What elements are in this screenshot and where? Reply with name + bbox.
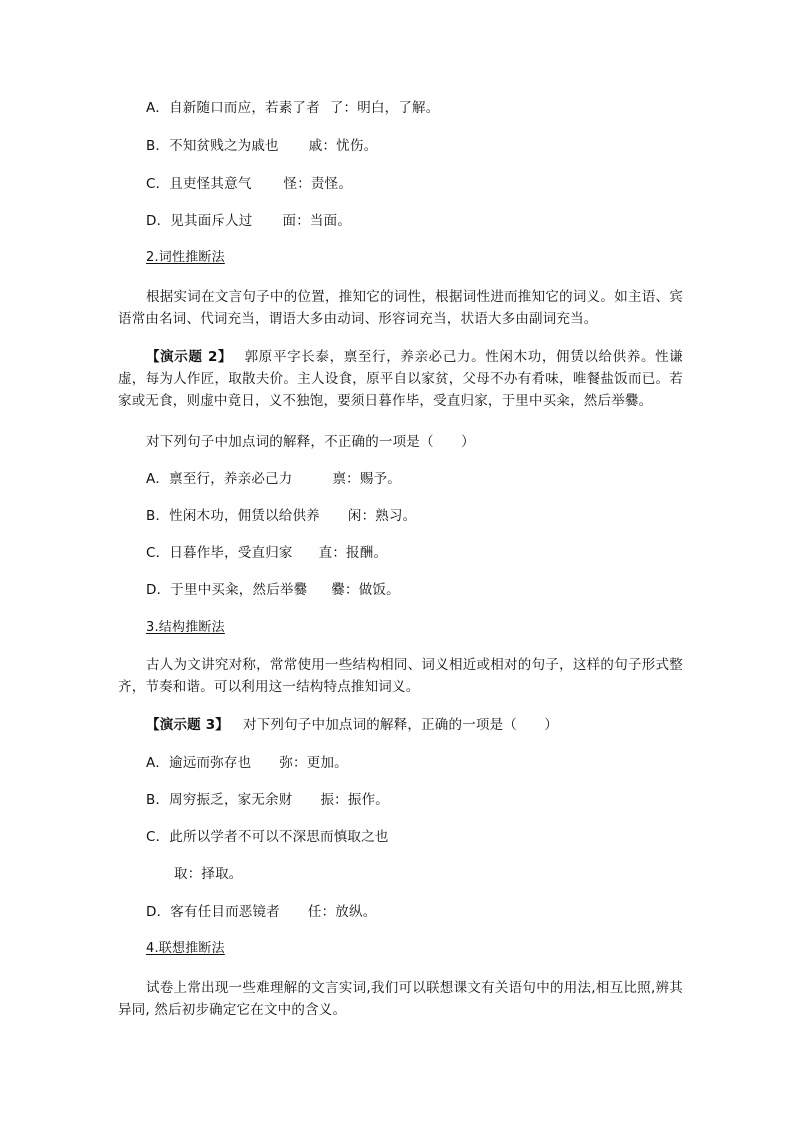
option-gloss: 爨：做饭。 — [331, 582, 400, 598]
option-d — [146, 580, 400, 600]
option-sentence: A．逾远而弥存也 — [146, 755, 252, 771]
demo-label: 【演示题 3】 — [146, 717, 229, 733]
option-d — [146, 902, 376, 922]
option-gloss: 振：振作。 — [320, 792, 389, 808]
option-a — [146, 469, 401, 489]
option-gloss: 直：报酬。 — [318, 545, 388, 561]
option-gloss: 面：当面。 — [282, 213, 351, 229]
option-a — [146, 98, 439, 118]
option-b — [146, 136, 377, 156]
option-d — [146, 211, 351, 231]
section-heading: 4.联想推断法 — [146, 941, 225, 956]
option-gloss: 戚：忧伤。 — [308, 138, 378, 154]
section-intro: 古人为文讲究对称，常常使用一些结构相同、词义相近或相对的句子，这样的句子形式整齐，节奏和谐。可以利用这一结构特点推知词义。 — [118, 657, 683, 695]
option-gloss: 禀：赐予。 — [332, 471, 401, 487]
option-gloss: 任：放纵。 — [307, 904, 377, 920]
option-gloss: 取：择取。 — [174, 866, 243, 882]
option-c: C．此所以学者不可以不深思而慎取之也 — [146, 829, 389, 845]
demo-question — [146, 715, 558, 735]
option-sentence: B．周穷振乏，家无余财 — [146, 792, 293, 808]
section-heading: 2.词性推断法 — [146, 250, 225, 265]
demo-passage — [118, 346, 683, 412]
option-b — [146, 790, 389, 810]
option-sentence: B．不知贫贱之为戚也 — [146, 138, 279, 154]
option-sentence: C．且吏怪其意气 — [146, 176, 252, 192]
option-sentence: A．自新随口而应，若素了者 — [146, 100, 320, 116]
demo-label: 【演示题 2】 — [146, 349, 233, 365]
demo-text: 郭原平字长泰，禀至行，养亲必己力。性闲木功，佣赁以给供养。性谦虚，每为人作匠，取散夫价。主人设食，原平自以家贫，父母不办有肴味，唯餐盐饭而已。若家或无食，则虚中竟日，义不独饱，要须日暮作毕，受直归家，于里中买籴，然后举爨。 — [118, 349, 683, 409]
option-c — [146, 174, 352, 194]
option-gloss: 闲：熟习。 — [347, 508, 417, 524]
option-sentence: C．日暮作毕，受直归家 — [146, 545, 293, 561]
option-gloss: 弥：更加。 — [279, 755, 348, 771]
section-heading: 3.结构推断法 — [146, 620, 225, 635]
option-sentence: D．于里中买籴，然后举爨 — [146, 582, 308, 598]
question-prompt: 对下列句子中加点词的解释，不正确的一项是（ ） — [146, 434, 475, 450]
option-b — [146, 506, 416, 526]
option-gloss: 了：明白，了解。 — [329, 100, 440, 116]
section-intro: 根据实词在文言句子中的位置，推知它的词性，根据词性进而推知它的词义。如主语、宾语常由名词、代词充当，谓语大多由动词、形容词充当，状语大多由副词充当。 — [118, 289, 683, 327]
section-intro: 试卷上常出现一些难理解的文言实词,我们可以联想课文有关语句中的用法,相互比照,辨其异同, 然后初步确定它在文中的含义。 — [118, 980, 683, 1018]
option-gloss: 怪：责怪。 — [283, 176, 353, 192]
option-sentence: D．见其面斥人过 — [146, 213, 253, 229]
option-sentence: A．禀至行，养亲必己力 — [146, 471, 293, 487]
option-a — [146, 753, 348, 773]
option-c — [146, 543, 387, 563]
option-sentence: B．性闲木功，佣赁以给供养 — [146, 508, 320, 524]
question-prompt: 对下列句子中加点词的解释，正确的一项是（ ） — [243, 717, 559, 733]
option-sentence: D．客有任目而恶镜者 — [146, 904, 280, 920]
